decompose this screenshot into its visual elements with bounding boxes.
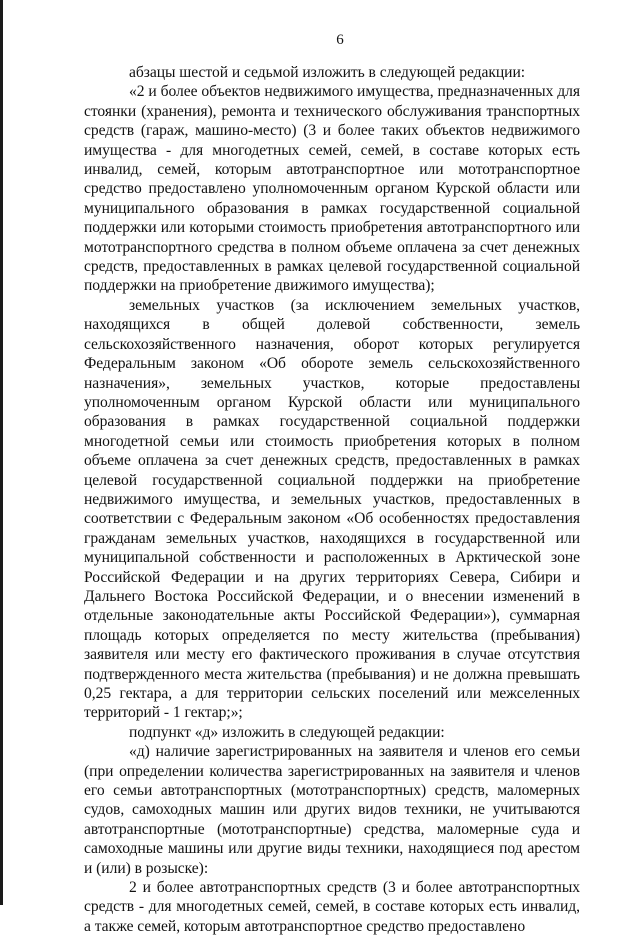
page-number: 6 [336, 32, 344, 48]
scan-edge [0, 0, 3, 905]
paragraph-subpoint-d: «д) наличие зарегистрированных на заявителя и членов его семьи (при определении количества зарегистрированных на заявителя и членов его семьи автотранспортных (мототранспортных) средств, маломерных судов, самоходных машин или других видов техники, не учитываются автотранспортные (мототранспортные) средства, маломерные суда и самоходные машины или другие виды техники, находящиеся под арестом и (или) в розыске): [84, 743, 580, 877]
paragraph-land-plots: земельных участков (за исключением земельных участков, находящихся в общей долевой собственности, земель сельскохозяйственного назначения, оборот которых регулируется Федеральным законом «Об обороте земель сельскохозяйственного назначения», земельных участков, которые предоставлены уполномоченным органом Курской области или муниципального образования в рамках государственной социальной поддержки многодетной семьи или стоимость приобретения которых в полном объеме оплачена за счет денежных средств, предоставленных в рамках целевой государственной социальной поддержки на приобретение недвижимого имущества, и земельных участков, предоставленных в соответствии с Федеральным законом «Об особенностях предоставления гражданам земельных участков, находящихся в государственной или муниципальной собственности и расположенных в Арктической зоне Российской Федерации и на других территориях Севера, Сибири и Дальнего Востока Российской Федерации, и о внесении изменений в отдельные законодательные акты Российской Федерации»), суммарная площадь которых определяется по месту жительства (пребывания) заявителя или месту его фактического проживания в случае отсутствия подтвержденного места жительства (пребывания) и не должна превышать 0,25 гектара, а для территории сельских поселений или межселенных территорий - 1 гектар;»; [84, 296, 580, 722]
document-page [84, 30, 580, 935]
paragraph-subpoint-d-intro: подпункт «д» изложить в следующей редакции: [129, 723, 445, 741]
paragraph-real-estate: «2 и более объектов недвижимого имущества, предназначенных для стоянки (хранения), ремонта и технического обслуживания транспортных средств (гараж, машино-место) (3 и более таких объектов недвижимого имущества - для многодетных семей, семей, в составе которых есть инвалид, семей, которым автотранспортное или мототранспортное средство предоставлено уполномоченным органом Курской области или муниципального образования в рамках государственной социальной поддержки или которыми стоимость приобретения автотранспортного или мототранспортного средства в полном объеме оплачена за счет денежных средств, предоставленных в рамках целевой государственной социальной поддержки на приобретение движимого имущества); [84, 83, 580, 295]
paragraph-vehicles: 2 и более автотранспортных средств (3 и более автотранспортных средств - для многодетных семей, семей, в составе которых есть инвалид, а также семей, которым автотранспортное средство предоставлено [84, 879, 580, 935]
paragraph-intro: абзацы шестой и седьмой изложить в следующей редакции: [129, 64, 526, 81]
